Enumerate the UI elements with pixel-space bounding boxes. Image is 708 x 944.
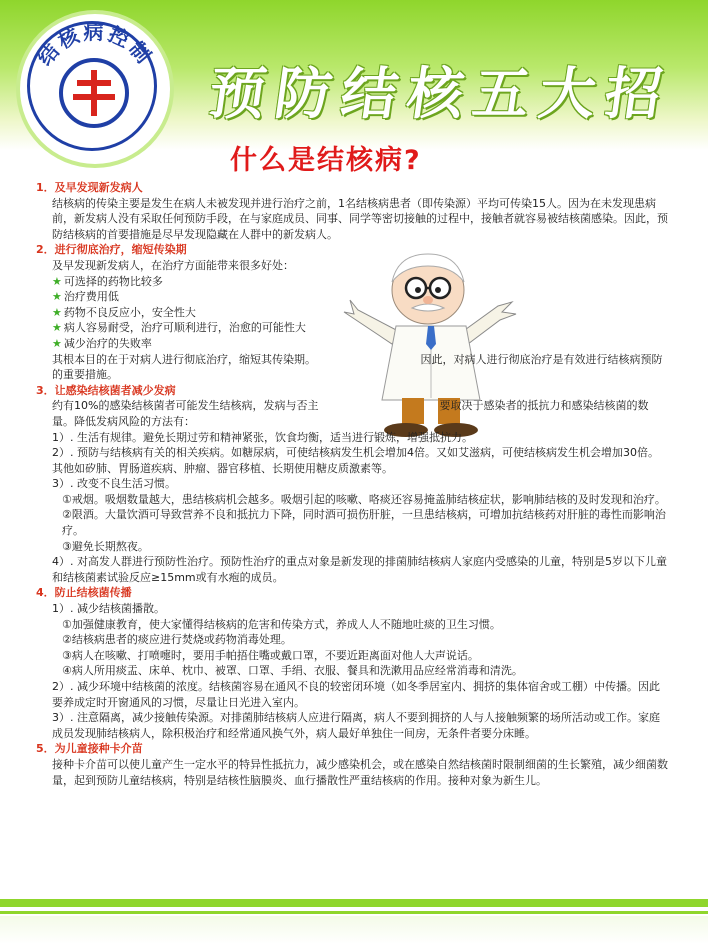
page-title: 预防结核五大招 <box>204 62 676 127</box>
section-3-item-3: 3）. 改变不良生活习惯。 <box>52 477 176 491</box>
section-4-sub-item: ③病人在咳嗽、打喷嚏时，要用手帕捂住嘴或戴口罩，不要近距离面对他人大声说话。 <box>62 648 479 662</box>
star-icon: ★ <box>52 290 62 304</box>
bullet-item: ★ 药物不良反应小，安全性大 <box>52 305 196 319</box>
bullet-item: ★ 减少治疗的失败率 <box>52 336 152 350</box>
section-4-item-1: 1）. 减少结核菌播散。 <box>52 602 165 616</box>
section-4-item-2: 2）. 减少环境中结核菌的浓度。结核菌容易在通风不良的较密闭环境（如冬季居室内、拥挤的集体宿舍或工棚）中传播。因此要养成定时开窗通风的习惯，尽量让日光进入室内。 <box>52 680 660 709</box>
svg-text:结核病控制: 结核病控制 <box>32 20 158 70</box>
double-cross-icon <box>63 62 125 124</box>
section-3-intro: 约有10%的感染结核菌者可能发生结核病，发病与否主 要取决于感染者的抵抗力和感染结核菌的数量。降低发病风险的方法有： <box>52 399 649 428</box>
section-3-item-4: 4）. 对高发人群进行预防性治疗。预防性治疗的重点对象是新发现的排菌肺结核病人家庭内受感染的儿童，特别是5岁以下儿童和结核菌素试验反应≥15mm或有水疱的成员。 <box>52 555 667 584</box>
section-2-closing: 其根本目的在于对病人进行彻底治疗，缩短其传染期。 因此，对病人进行彻底治疗是有效进行结核病预防的重要措施。 <box>52 352 663 382</box>
section-1-heading: 1．及早发现新发病人 <box>36 181 143 194</box>
section-1-text: 结核病的传染主要是发生在病人未被发现并进行治疗之前，1名结核病患者（即传染源）平均可传染15人。因为在未发现患病前，新发病人没有采取任何预防手段，在与家庭成员、同事、同学等密切接触的过程中，接触者就容易被结核菌感染。因此，预防结核病的首要措施是尽早发现隐藏在人群中的新发病人。 <box>52 196 668 241</box>
bullet-item: ★ 治疗费用低 <box>52 290 119 304</box>
section-2-heading: 2．进行彻底治疗，缩短传染期 <box>36 243 187 257</box>
section-3-sub-item: ①戒烟。吸烟数量越大，患结核病机会越多。吸烟引起的咳嗽、咯痰还容易掩盖肺结核症状，影响肺结核的及时发现和治疗。 <box>62 492 666 506</box>
page-subtitle: 什么是结核病? <box>230 145 422 176</box>
section-4-sub-item: ①加强健康教育，使大家懂得结核病的危害和传染方式，养成人人不随地吐痰的卫生习惯。 <box>62 617 501 631</box>
bullet-item: ★ 病人容易耐受，治疗可顺利进行，治愈的可能性大 <box>52 321 306 335</box>
footer-stripe-thin <box>0 911 708 914</box>
section-5-text: 接种卡介苗可以使儿童产生一定水平的特异性抵抗力，减少感染机会，或在感染自然结核菌时限制细菌的生长繁殖，减少细菌数量，起到预防儿童结核病，特别是结核性脑膜炎、血行播散性严重结核病的作用。接种对象为新生儿。 <box>52 757 668 787</box>
section-3-sub-item: ③避免长期熬夜。 <box>62 539 149 553</box>
section-4-item-3: 3）. 注意隔离，减少接触传染源。对排菌肺结核病人应进行隔离，病人不要到拥挤的人与人接触频繁的场所活动或工作。家庭成员发现肺结核病人，除积极治疗和经常通风换气外，病人最好单独住一间房，无条件者要分床睡。 <box>52 711 660 740</box>
section-4-sub-item: ④病人所用痰盂、床单、枕巾、被罩、口罩、手绢、衣服、餐具和洗漱用品应经常消毒和清洗。 <box>62 664 523 678</box>
star-icon: ★ <box>52 336 62 350</box>
section-3-sub-item: ②限酒。大量饮酒可导致营养不良和抵抗力下降，同时酒可损伤肝脏，一旦患结核病，可增加抗结核药对肝脏的毒性而影响治疗。 <box>62 508 666 538</box>
section-2-intro: 及早发现新发病人，在治疗方面能带来很多好处： <box>52 258 294 272</box>
section-3-item-2: 2）. 预防与结核病有关的相关疾病。如糖尿病，可使结核病发生机会增加4倍。又如艾滋病，可使结核病发生机会增加30倍。其他如矽肺、胃肠道疾病、肿瘤、器官移植、长期使用糖皮质激素等。 <box>52 446 659 475</box>
footer-stripe <box>0 899 708 907</box>
logo-emblem <box>59 58 129 128</box>
star-icon: ★ <box>52 321 62 335</box>
tb-control-logo <box>20 14 170 164</box>
star-icon: ★ <box>52 274 62 288</box>
section-4-sub-item: ②结核病患者的痰应进行焚烧或药物消毒处理。 <box>62 633 292 647</box>
section-3-heading: 3．让感染结核菌者减少发病 <box>36 383 176 397</box>
section-4-heading: 4．防止结核菌传播 <box>36 586 132 600</box>
star-icon: ★ <box>52 305 62 319</box>
article-body <box>36 180 668 788</box>
bullet-item: ★ 可选择的药物比较多 <box>52 274 163 288</box>
footer-band <box>0 916 708 944</box>
section-5-heading: 5．为儿童接种卡介苗 <box>36 742 143 756</box>
section-3-item-1: 1）. 生活有规律。避免长期过劳和精神紧张，饮食均衡，适当进行锻炼，增强抵抗力。 <box>52 430 473 444</box>
